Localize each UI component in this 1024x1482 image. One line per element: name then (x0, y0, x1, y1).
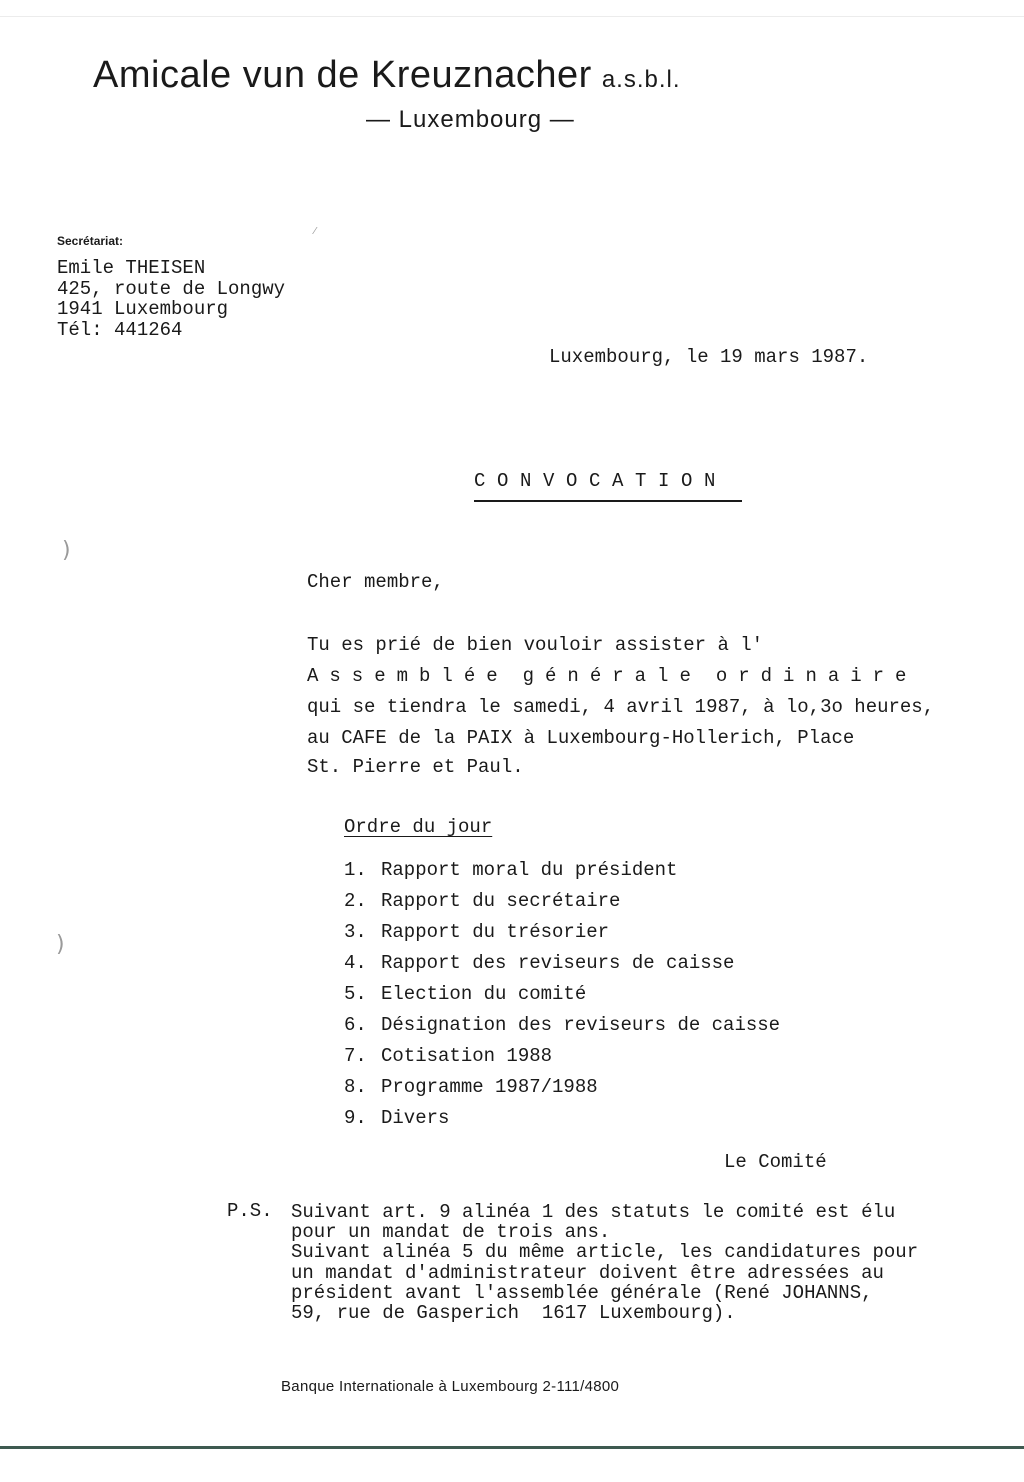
secretariat-line: 1941 Luxembourg (57, 298, 229, 320)
org-name (93, 54, 681, 97)
agenda-list (344, 859, 780, 1138)
secretariat-line: Emile THEISEN (57, 257, 206, 279)
agenda-item-number: 8. (344, 1076, 367, 1098)
bank-details: Banque Internationale à Luxembourg 2-111/4800 (281, 1378, 620, 1395)
scan-mark: ) (56, 932, 65, 957)
agenda-item-text: Rapport du secrétaire (381, 890, 621, 912)
agenda-item-number: 2. (344, 890, 367, 912)
spaced-word: Assemblée (307, 665, 509, 687)
signature: Le Comité (724, 1151, 827, 1173)
org-city: — Luxembourg — (366, 106, 575, 133)
agenda-item-text: Désignation des reviseurs de caisse (381, 1014, 781, 1036)
ps-line: Suivant art. 9 alinéa 1 des statuts le comité est élu (291, 1201, 896, 1223)
agenda-item-text: Rapport du trésorier (381, 921, 610, 943)
agenda-title: Ordre du jour (344, 816, 493, 838)
body-line-1: Tu es prié de bien vouloir assister à l' (307, 634, 764, 656)
agenda-item-number: 5. (344, 983, 367, 1005)
ps-line: 59, rue de Gasperich 1617 Luxembourg). (291, 1302, 736, 1325)
agenda-item-text: Election du comité (381, 983, 587, 1005)
secretariat-label: Secrétariat: (57, 234, 124, 248)
agenda-item-number: 1. (344, 859, 367, 881)
agenda-item (344, 921, 780, 952)
ps-line: président avant l'assemblée générale (René JOHANNS, (291, 1281, 873, 1304)
agenda-item (344, 859, 780, 890)
agenda-item (344, 1045, 780, 1076)
agenda-item-text: Divers (381, 1107, 450, 1129)
agenda-item (344, 1107, 780, 1138)
top-edge-line (0, 16, 1024, 17)
secretariat-line: 425, route de Longwy (57, 277, 286, 300)
agenda-item-number: 4. (344, 952, 367, 974)
ps-text (291, 1202, 918, 1323)
agenda-item (344, 890, 780, 921)
agenda-item-text: Rapport des reviseurs de caisse (381, 952, 735, 974)
document-title: CONVOCATION (474, 470, 728, 492)
agenda-item (344, 983, 780, 1014)
secretariat-line: Tél: 441264 (57, 318, 183, 341)
ps-label: P.S. (227, 1200, 273, 1222)
agenda-item-number: 6. (344, 1014, 367, 1036)
agenda-item-text: Programme 1987/1988 (381, 1076, 598, 1098)
spaced-word: ordinaire (715, 665, 918, 687)
body-line-3: qui se tiendra le samedi, 4 avril 1987, à lo,3o heures, (307, 696, 935, 718)
date-line: Luxembourg, le 19 mars 1987. (549, 346, 869, 368)
ps-line: Suivant alinéa 5 du même article, les candidatures pour (291, 1241, 919, 1264)
ps-line: un mandat d'administrateur doivent être adressées au (291, 1261, 884, 1284)
secretariat-address (57, 258, 285, 340)
scan-mark: ⁄ (314, 226, 316, 237)
ps-line: pour un mandat de trois ans. (291, 1221, 611, 1244)
body-line-2 (307, 665, 917, 687)
agenda-item-number: 7. (344, 1045, 367, 1067)
agenda-item-text: Rapport moral du président (381, 859, 678, 881)
agenda-item-text: Cotisation 1988 (381, 1045, 553, 1067)
agenda-item-number: 3. (344, 921, 367, 943)
org-name-text: Amicale vun de Kreuznacher (93, 54, 592, 96)
agenda-item (344, 952, 780, 983)
title-underline (474, 500, 742, 502)
footer-rule (0, 1446, 1024, 1449)
agenda-item-number: 9. (344, 1107, 367, 1129)
body-line-4: au CAFE de la PAIX à Luxembourg-Hollerich, Place (307, 727, 855, 749)
spaced-word: générale (522, 665, 702, 687)
salutation: Cher membre, (307, 571, 444, 593)
org-suffix: a.s.b.l. (601, 66, 681, 93)
agenda-item (344, 1076, 780, 1107)
agenda-item (344, 1014, 780, 1045)
scan-mark: ) (62, 538, 71, 563)
body-line-5: St. Pierre et Paul. (307, 756, 524, 778)
